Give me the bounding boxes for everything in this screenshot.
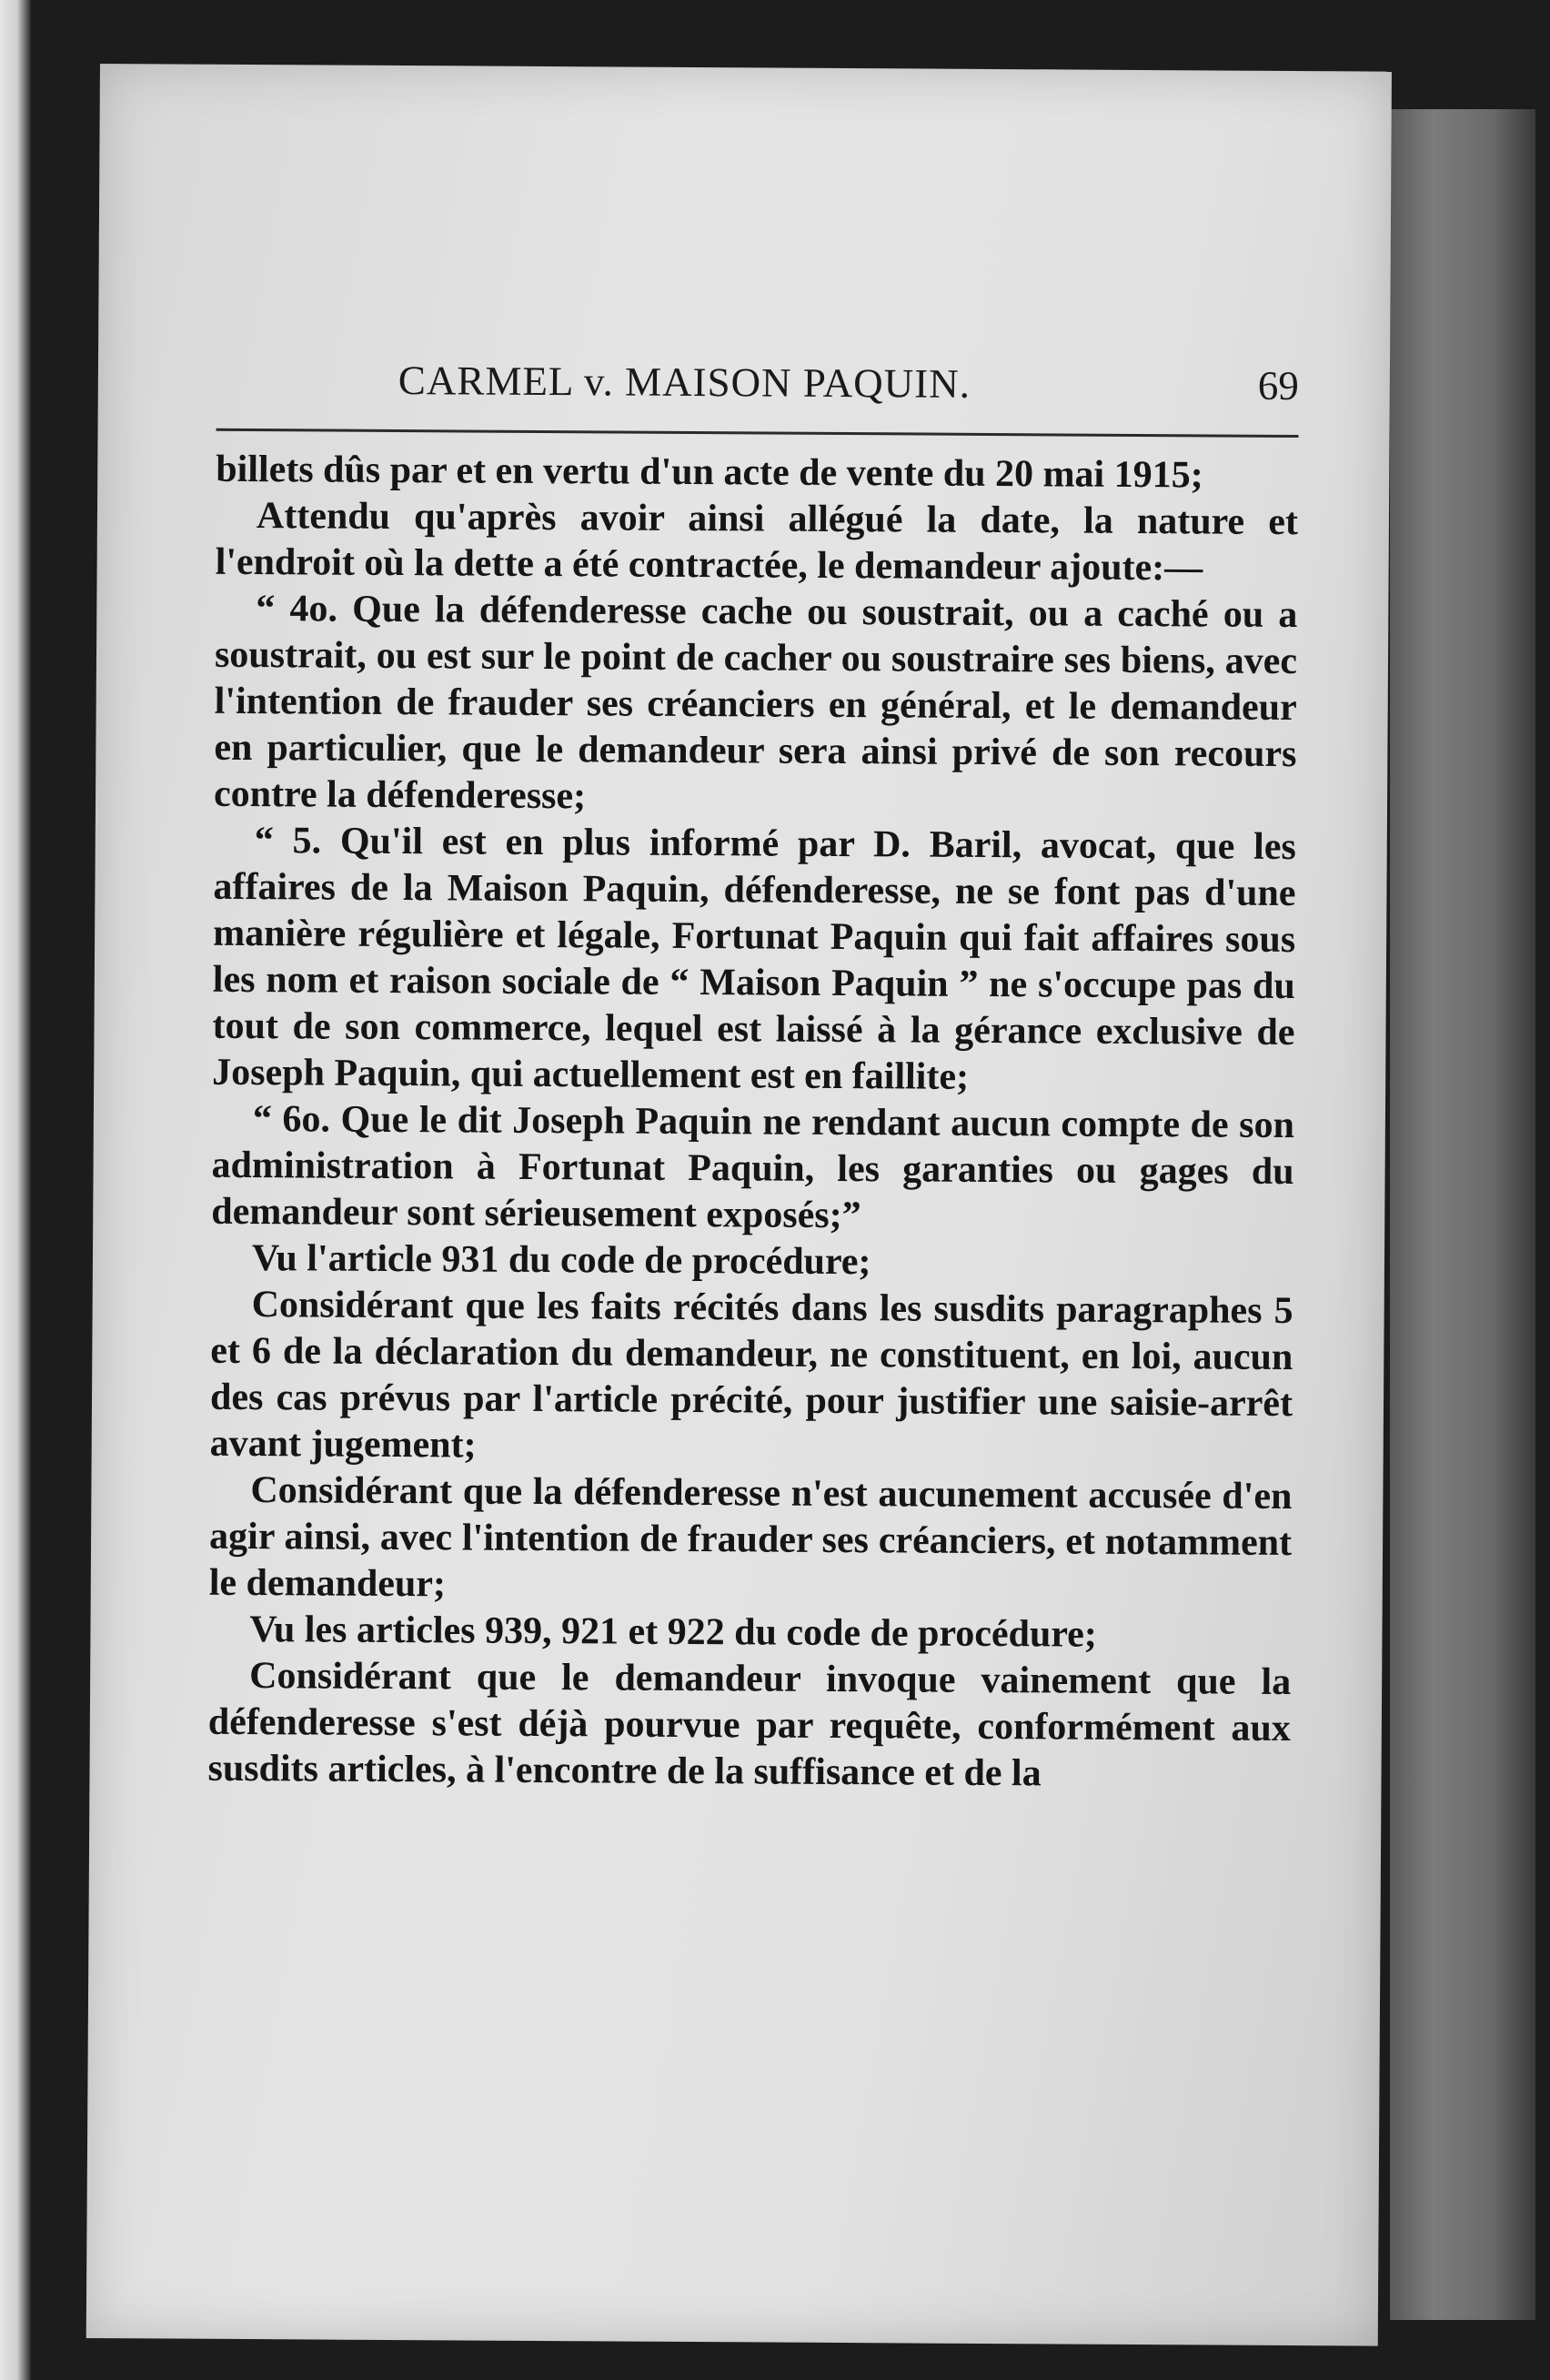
header-rule (216, 429, 1299, 438)
paragraph-quote-6o: “ 6o. Que le dit Joseph Paquin ne rendant aucun compte de son administration à Fortunat Paquin, les garanties ou gages du demandeur sont sérieusement exposés;” (211, 1098, 1295, 1237)
paragraph-considerant-2: Considérant que la défenderesse n'est aucunement accusée d'en agir ainsi, avec l'intention de frauder ses créanciers, et notamment le demandeur; (208, 1469, 1293, 1606)
page-number: 69 (1257, 362, 1300, 409)
adjacent-page-edge (0, 0, 31, 2380)
paragraph-vu-939: Vu les articles 939, 921 et 922 du code de procédure; (249, 1609, 1097, 1656)
paragraph-quote-5: “ 5. Qu'il est en plus informé par D. Baril, avocat, que les affaires de la Maison Paquin, défenderesse, ne se font pas d'une manière régulière et légale, Fortunat Paquin qui fait affaires sous les nom et raison sociale de “ Maison Paquin ” ne s'occupe pas du tout de son commerce, lequel est laissé à la gérance exclusive de Joseph Paquin, qui actuellement est en faillite; (212, 820, 1296, 1098)
paragraph-considerant-3: Considérant que le demandeur invoque vainement que la défenderesse s'est déjà pourvue par requête, conformément aux susdits articles, à l'encontre de la suffisance et de la (207, 1655, 1292, 1795)
paragraph-vu-931: Vu l'article 931 du code de procédure; (251, 1237, 871, 1284)
paragraph-attendu: Attendu qu'après avoir ainsi allégué la date, la nature et l'endroit où la dette a été contractée, le demandeur ajoute:— (215, 495, 1299, 590)
paragraph-quote-4o: “ 4o. Que la défenderesse cache ou soustrait, ou a caché ou a soustrait, ou est sur le point de cacher ou soustraire ses biens, avec l'intention de frauder ses créanciers en général, et le demandeur en particulier, que le demandeur sera ainsi privé de son recours contre la défenderesse; (213, 588, 1298, 818)
book-binding-edge (1390, 109, 1535, 2320)
book-page (86, 64, 1392, 2346)
page-header (216, 338, 1308, 444)
body-text (207, 447, 1298, 1799)
running-head: CARMEL v. MAISON PAQUIN. (398, 358, 971, 407)
paragraph-considerant-1: Considérant que les faits récités dans les susdits paragraphes 5 et 6 de la déclaration du demandeur, ne constituent, en loi, aucun des cas prévus par l'article précité, pour justifier une saisie-arrêt avant jugement; (209, 1284, 1293, 1467)
paragraph-continuation: billets dûs par et en vertu d'un acte de vente du 20 mai 1915; (216, 448, 1203, 497)
